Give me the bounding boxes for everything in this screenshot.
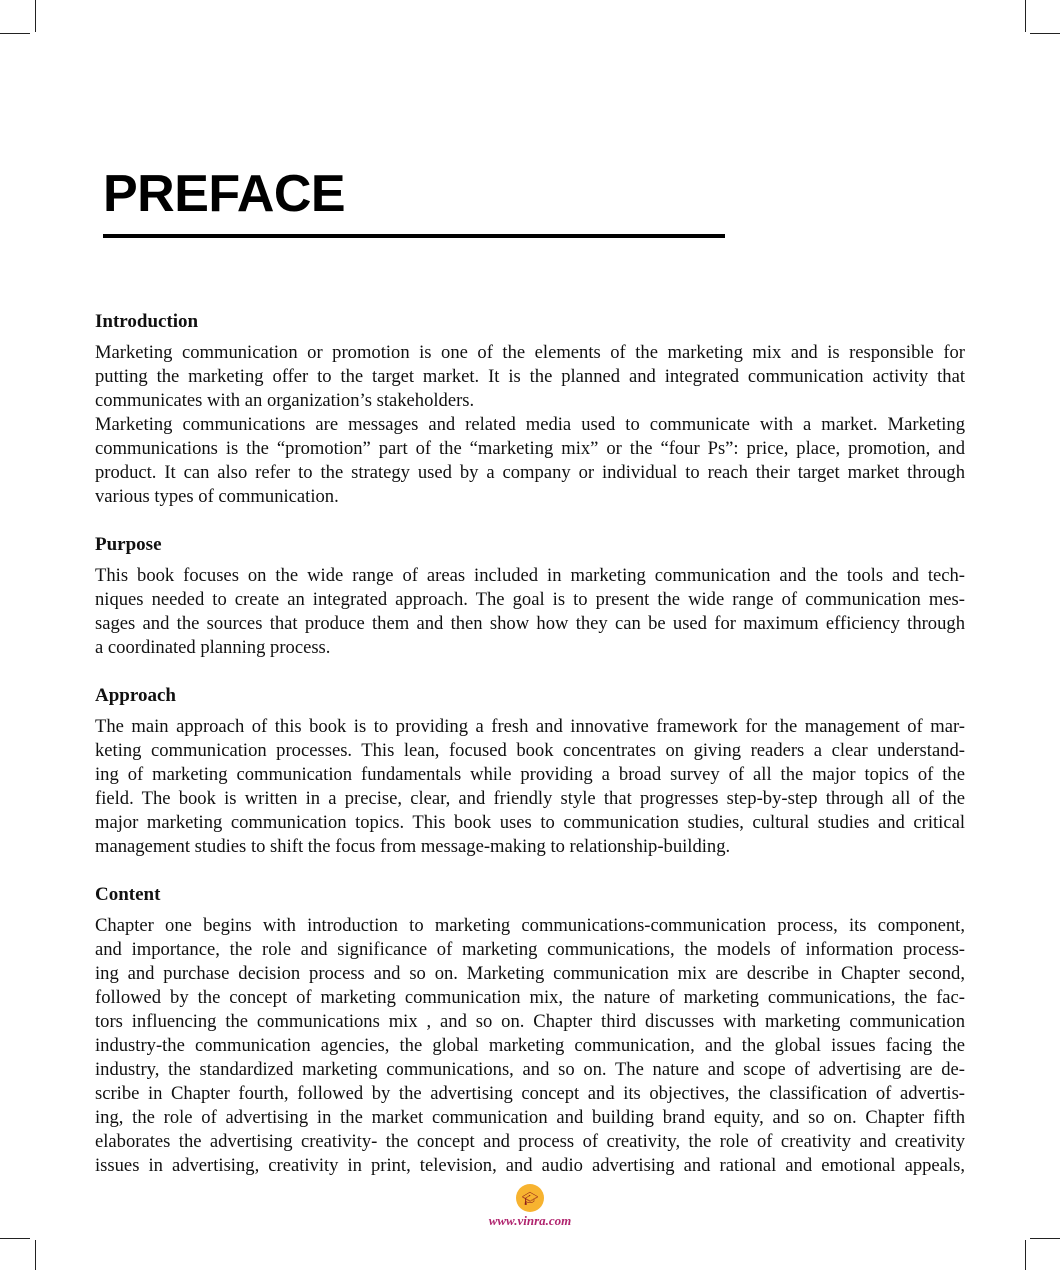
text-line: followed by the concept of marketing communication mix, the nature of marketing communications, the fac- <box>95 987 965 1008</box>
text-line: industry, the standardized marketing communications, and so on. The nature and scope of advertising are de- <box>95 1059 965 1080</box>
text-line: tors influencing the communications mix , and so on. Chapter third discusses with marketing communication <box>95 1011 965 1032</box>
watermark-logo <box>516 1184 544 1212</box>
text-line: various types of communication. <box>95 486 339 507</box>
text-line: elaborates the advertising creativity- the concept and process of creativity, the role of creativity and creativity <box>95 1131 965 1152</box>
crop-mark <box>35 1240 36 1270</box>
section-heading: Purpose <box>95 534 162 555</box>
text-line: This book focuses on the wide range of areas included in marketing communication and the tools and tech- <box>95 565 965 586</box>
section-heading: Approach <box>95 685 176 706</box>
text-line: major marketing communication topics. This book uses to communication studies, cultural studies and critical <box>95 812 965 833</box>
crop-mark <box>1025 0 1026 32</box>
section-heading: Introduction <box>95 311 199 332</box>
text-line: communicates with an organization’s stakeholders. <box>95 390 475 411</box>
text-line: product. It can also refer to the strategy used by a company or individual to reach their target market through <box>95 462 965 483</box>
text-line: Marketing communication or promotion is one of the elements of the marketing mix and is responsible for <box>95 342 965 363</box>
crop-mark <box>35 0 36 32</box>
text-line: putting the marketing offer to the target market. It is the planned and integrated communication activity that <box>95 366 965 387</box>
preface-body <box>95 310 965 1202</box>
text-line: industry-the communication agencies, the global marketing communication, and the global issues facing the <box>95 1035 965 1056</box>
text-line: management studies to shift the focus from message-making to relationship-building. <box>95 836 731 857</box>
text-line: Chapter one begins with introduction to marketing communications-communication process, its component, <box>95 915 965 936</box>
paragraph <box>95 413 965 509</box>
crop-mark <box>1030 1238 1060 1239</box>
crop-mark <box>1030 33 1060 34</box>
text-line: The main approach of this book is to providing a fresh and innovative framework for the management of mar- <box>95 716 965 737</box>
paragraph <box>95 914 965 1178</box>
text-line: scribe in Chapter fourth, followed by the advertising concept and its objectives, the classification of advertis- <box>95 1083 965 1104</box>
text-line: issues in advertising, creativity in print, television, and audio advertising and rational and emotional appeals, <box>95 1155 965 1176</box>
text-line: ing of marketing communication fundamentals while providing a broad survey of all the major topics of the <box>95 764 965 785</box>
page-title: PREFACE <box>103 165 346 223</box>
title-rule <box>103 234 725 238</box>
text-line: a coordinated planning process. <box>95 637 331 658</box>
section-content <box>95 883 965 1178</box>
crop-mark <box>0 1238 30 1239</box>
watermark-url: www.vinra.com <box>488 1213 572 1228</box>
text-line: niques needed to create an integrated approach. The goal is to present the wide range of communication mes- <box>95 589 965 610</box>
section-heading: Content <box>95 884 161 905</box>
text-line: and importance, the role and significance of marketing communications, the models of information process- <box>95 939 965 960</box>
paragraph <box>95 564 965 660</box>
text-line: ing, the role of advertising in the market communication and building brand equity, and so on. Chapter fifth <box>95 1107 965 1128</box>
paragraph <box>95 341 965 413</box>
text-line: Marketing communications are messages and related media used to communicate with a market. Marketing <box>95 414 965 435</box>
section-purpose <box>95 533 965 660</box>
graduation-cap-icon: 🎓︎ <box>521 1190 539 1206</box>
paragraph <box>95 715 965 859</box>
section-approach <box>95 684 965 859</box>
section-introduction <box>95 310 965 509</box>
text-line: keting communication processes. This lean, focused book concentrates on giving readers a clear understand- <box>95 740 965 761</box>
crop-mark <box>0 33 30 34</box>
crop-mark <box>1025 1240 1026 1270</box>
text-line: ing and purchase decision process and so on. Marketing communication mix are describe in Chapter second, <box>95 963 965 984</box>
text-line: field. The book is written in a precise, clear, and friendly style that progresses step-by-step through all of the <box>95 788 965 809</box>
text-line: sages and the sources that produce them and then show how they can be used for maximum efficiency through <box>95 613 965 634</box>
text-line: communications is the “promotion” part of the “marketing mix” or the “four Ps”: price, place, promotion, and <box>95 438 965 459</box>
